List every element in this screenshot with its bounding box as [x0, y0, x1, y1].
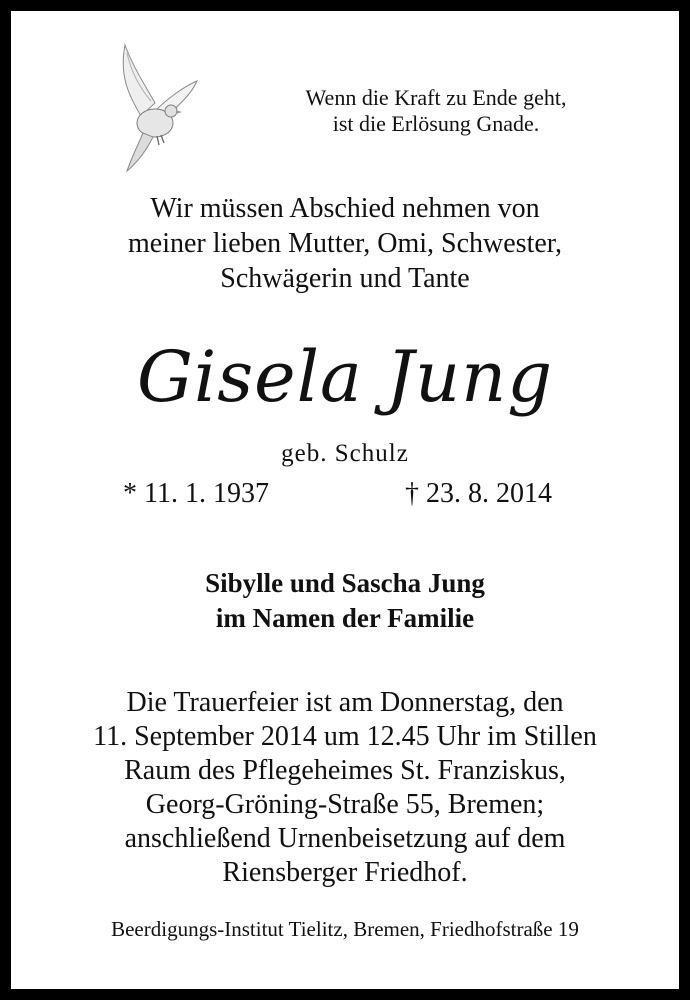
- life-dates: [11, 477, 679, 511]
- deceased-name: Gisela Jung: [136, 336, 554, 418]
- maiden-name: geb. Schulz: [281, 440, 409, 467]
- birth-date: * 11. 1. 1937: [123, 478, 269, 509]
- funeral-line-3: Raum des Pflegeheimes St. Franziskus,: [124, 755, 566, 786]
- family-line-1: Sibylle und Sascha Jung: [205, 568, 485, 598]
- dove-icon: [111, 41, 206, 176]
- family-line-2: im Namen der Familie: [215, 603, 475, 633]
- funeral-line-5: anschließend Urnenbeisetzung auf dem: [124, 823, 566, 854]
- intro-line-1: Wir müssen Abschied nehmen von: [150, 193, 540, 224]
- death-date: † 23. 8. 2014: [405, 478, 552, 509]
- funeral-line-6: Riensberger Friedhof.: [222, 857, 468, 888]
- motto-line-1: Wenn die Kraft zu Ende geht,: [305, 85, 567, 110]
- funeral-line-2: 11. September 2014 um 12.45 Uhr im Stillen: [93, 721, 597, 752]
- undertaker-info: Beerdigungs-Institut Tielitz, Bremen, Friedhofstraße 19: [111, 917, 579, 941]
- motto-line-2: ist die Erlösung Gnade.: [332, 111, 540, 136]
- funeral-notice: [11, 686, 679, 890]
- intro-line-3: Schwägerin und Tante: [220, 263, 470, 294]
- family-signature: [11, 566, 679, 636]
- motto: [261, 85, 611, 137]
- funeral-line-4: Georg-Gröning-Straße 55, Bremen;: [145, 789, 545, 820]
- intro-line-2: meiner lieben Mutter, Omi, Schwester,: [128, 228, 562, 259]
- funeral-line-1: Die Trauerfeier ist am Donnerstag, den: [126, 687, 564, 718]
- intro-text: [11, 191, 679, 296]
